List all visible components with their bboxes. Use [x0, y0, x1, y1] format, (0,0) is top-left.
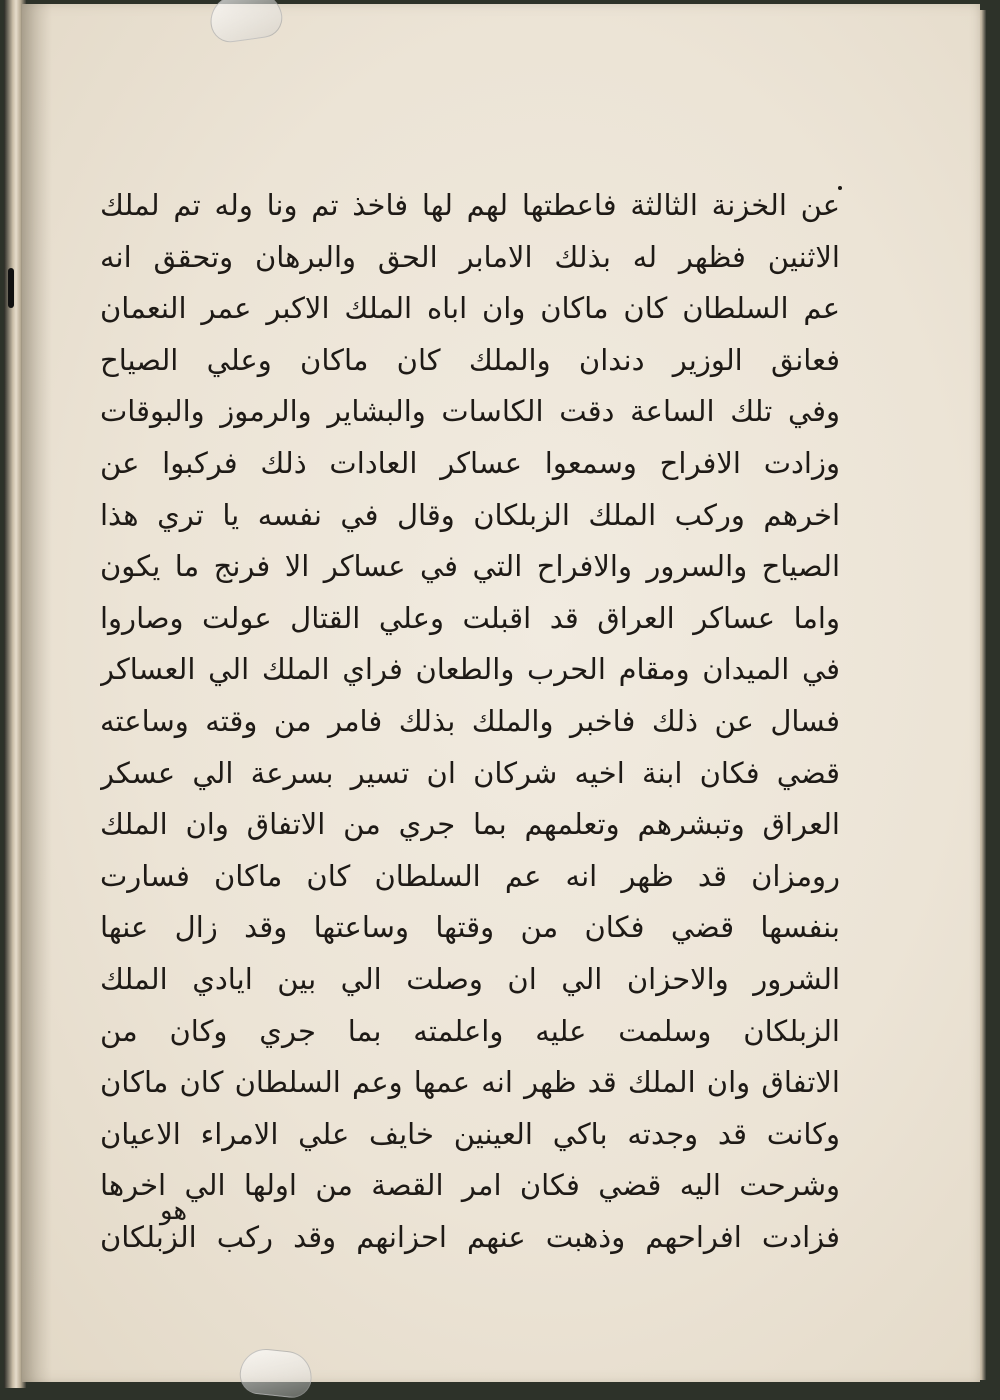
- text-line: وكانت قد وجدته باكي العينين خايف علي الامراء الاعيان: [100, 1116, 840, 1151]
- text-line: قضي فكان ابنة اخيه شركان ان تسير بسرعة الي عسكر: [100, 755, 840, 790]
- text-line: الزبلكان وسلمت عليه واعلمته بما جري وكان من: [100, 1013, 840, 1048]
- gutter-shadow: [22, 4, 52, 1382]
- binding-mark: [8, 268, 14, 308]
- text-line: رومزان قد ظهر انه عم السلطان كان ماكان فسارت: [100, 858, 840, 893]
- text-line: الصياح والسرور والافراح التي في عساكر الا فرنج ما يكون: [100, 549, 840, 584]
- text-line: فزادت افراحهم وذهبت عنهم احزانهم وقد ركب الزبلكان: [100, 1219, 840, 1254]
- manuscript-text: [100, 180, 840, 1263]
- text-line: الاتفاق وان الملك قد ظهر انه عمها وعم السلطان كان ماكان: [100, 1065, 840, 1100]
- text-line: عم السلطان كان ماكان وان اباه الملك الاكبر عمر النعمان: [100, 291, 840, 326]
- text-line: اخرهم وركب الملك الزبلكان وقال في نفسه يا تري هذا: [100, 497, 840, 532]
- text-line: الاثنين فظهر له بذلك الامابر الحق والبرهان وتحقق انه: [100, 239, 840, 274]
- text-line: فسال عن ذلك فاخبر والملك بذلك فامر من وقته وساعته: [100, 703, 840, 738]
- text-line: وفي تلك الساعة دقت الكاسات والبشاير والرموز والبوقات: [100, 394, 840, 429]
- text-line: وشرحت اليه قضي فكان امر القصة من اولها الي اخرها: [100, 1168, 840, 1203]
- text-line: فعانق الوزير دندان والملك كان ماكان وعلي الصياح: [100, 342, 840, 377]
- text-line: عن الخزنة الثالثة فاعطتها لهم لها فاخذ تم ونا وله تم لملك: [100, 188, 840, 222]
- text-line: وزادت الافراح وسمعوا عساكر العادات ذلك فركبوا عن: [100, 445, 840, 480]
- text-line: العراق وتبشرهم وتعلمهم بما جري من الاتفاق وان الملك: [100, 807, 840, 842]
- text-line: واما عساكر العراق قد اقبلت وعلي القتال عولت وصاروا: [100, 600, 840, 635]
- catchword: هو: [160, 1196, 188, 1226]
- text-line: في الميدان ومقام الحرب والطعان فراي الملك الي العساكر: [100, 652, 840, 687]
- text-line: الشرور والاحزان الي ان وصلت الي بين ايادي الملك: [100, 961, 840, 996]
- text-line: بنفسها قضي فكان من وقتها وساعتها وقد زال عنها: [100, 910, 840, 945]
